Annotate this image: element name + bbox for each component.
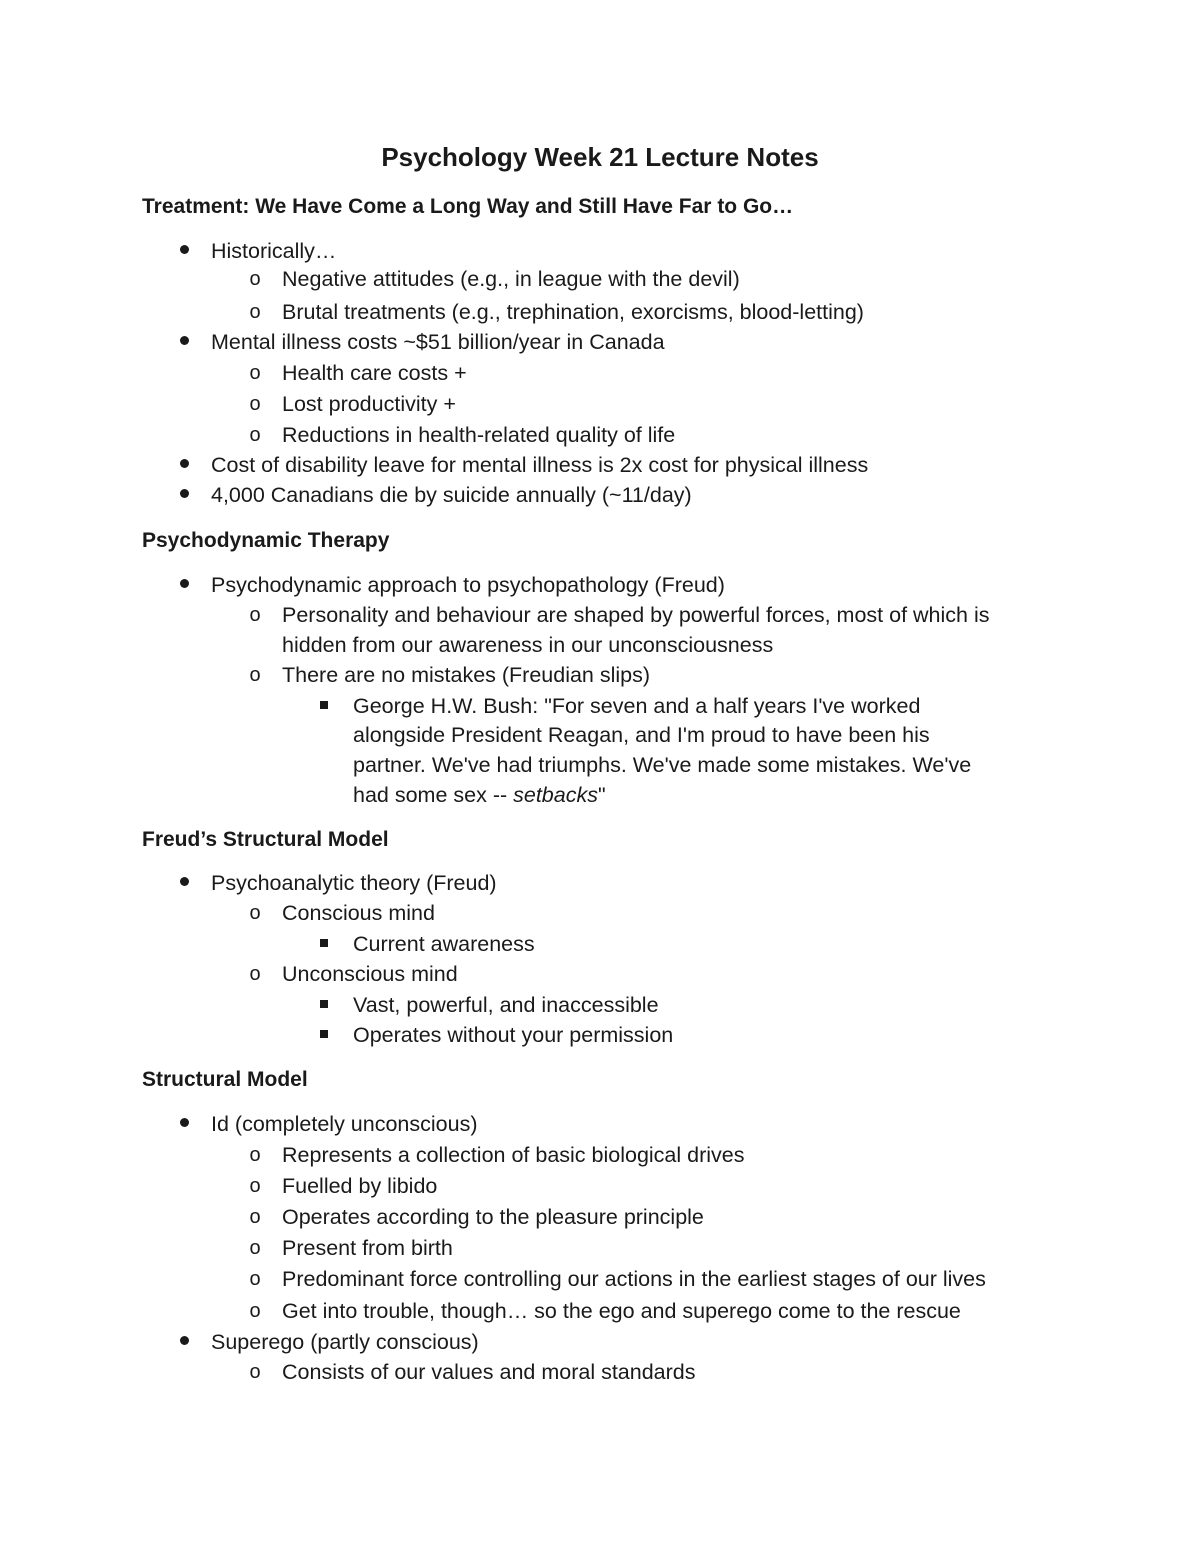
list-item-continuation: hidden from our awareness in our unconsciousness — [282, 633, 774, 657]
square-bullet-icon — [316, 1020, 332, 1050]
list-item: Operates without your permission — [353, 1023, 674, 1047]
list-item: Health care costs + — [282, 361, 467, 385]
list-item: Superego (partly conscious) — [211, 1330, 479, 1354]
list-item: Brutal treatments (e.g., trephination, exorcisms, blood-letting) — [282, 300, 864, 324]
list-item: 4,000 Canadians die by suicide annually (~11/day) — [211, 483, 692, 507]
circle-bullet-icon: o — [249, 1361, 261, 1383]
bullet-icon — [175, 450, 193, 480]
bullet-icon — [175, 1327, 193, 1357]
list-item: Get into trouble, though… so the ego and superego come to the rescue — [282, 1299, 961, 1323]
quote-emphasis: setbacks — [513, 783, 598, 807]
list-item: Lost productivity + — [282, 392, 456, 416]
heading-psychodynamic-therapy: Psychodynamic Therapy — [142, 529, 390, 552]
list-item: George H.W. Bush: "For seven and a half years I've worked — [353, 694, 921, 718]
bullet-icon — [175, 327, 193, 357]
circle-bullet-icon: o — [249, 902, 261, 924]
circle-bullet-icon: o — [249, 393, 261, 415]
list-item: Psychoanalytic theory (Freud) — [211, 871, 497, 895]
list-item: Fuelled by libido — [282, 1174, 438, 1198]
list-item: Id (completely unconscious) — [211, 1112, 478, 1136]
circle-bullet-icon: o — [249, 1237, 261, 1259]
list-item: Psychodynamic approach to psychopathology (Freud) — [211, 573, 725, 597]
circle-bullet-icon: o — [249, 664, 261, 686]
list-item: Reductions in health-related quality of life — [282, 423, 676, 447]
heading-freud-structural-model: Freud’s Structural Model — [142, 828, 389, 851]
list-item: Cost of disability leave for mental illness is 2x cost for physical illness — [211, 453, 869, 477]
list-item: Operates according to the pleasure principle — [282, 1205, 704, 1229]
list-item: Present from birth — [282, 1236, 453, 1260]
circle-bullet-icon: o — [249, 1175, 261, 1197]
heading-structural-model: Structural Model — [142, 1068, 308, 1091]
circle-bullet-icon: o — [249, 963, 261, 985]
list-item: Current awareness — [353, 932, 535, 956]
circle-bullet-icon: o — [249, 362, 261, 384]
circle-bullet-icon: o — [249, 301, 261, 323]
list-item: Represents a collection of basic biological drives — [282, 1143, 745, 1167]
bullet-icon — [175, 1109, 193, 1139]
list-item: Unconscious mind — [282, 962, 458, 986]
circle-bullet-icon: o — [249, 604, 261, 626]
list-item: Consists of our values and moral standards — [282, 1360, 696, 1384]
quote-text: had some sex -- — [353, 783, 514, 807]
square-bullet-icon — [316, 691, 332, 721]
list-item-continuation: alongside President Reagan, and I'm proud to have been his — [353, 723, 930, 747]
list-item-continuation: partner. We've had triumphs. We've made some mistakes. We've — [353, 753, 972, 777]
circle-bullet-icon: o — [249, 424, 261, 446]
square-bullet-icon — [316, 990, 332, 1020]
circle-bullet-icon: o — [249, 1144, 261, 1166]
circle-bullet-icon: o — [249, 268, 261, 290]
quote-close: " — [597, 783, 606, 807]
square-bullet-icon — [316, 929, 332, 959]
list-item: Vast, powerful, and inaccessible — [353, 993, 659, 1017]
bullet-icon — [175, 868, 193, 898]
circle-bullet-icon: o — [249, 1300, 261, 1322]
list-item-continuation — [353, 780, 606, 810]
circle-bullet-icon: o — [249, 1206, 261, 1228]
bullet-icon — [175, 480, 193, 510]
heading-treatment: Treatment: We Have Come a Long Way and Still Have Far to Go… — [142, 195, 794, 218]
bullet-icon — [175, 570, 193, 600]
list-item: Personality and behaviour are shaped by powerful forces, most of which is — [282, 603, 990, 627]
page-title: Psychology Week 21 Lecture Notes — [381, 142, 819, 172]
bullet-icon — [175, 236, 193, 266]
list-item: Predominant force controlling our actions in the earliest stages of our lives — [282, 1267, 986, 1291]
list-item: Historically… — [211, 239, 337, 263]
list-item: Conscious mind — [282, 901, 435, 925]
list-item: Mental illness costs ~$51 billion/year in Canada — [211, 330, 665, 354]
list-item: Negative attitudes (e.g., in league with the devil) — [282, 267, 740, 291]
list-item: There are no mistakes (Freudian slips) — [282, 663, 651, 687]
circle-bullet-icon: o — [249, 1268, 261, 1290]
